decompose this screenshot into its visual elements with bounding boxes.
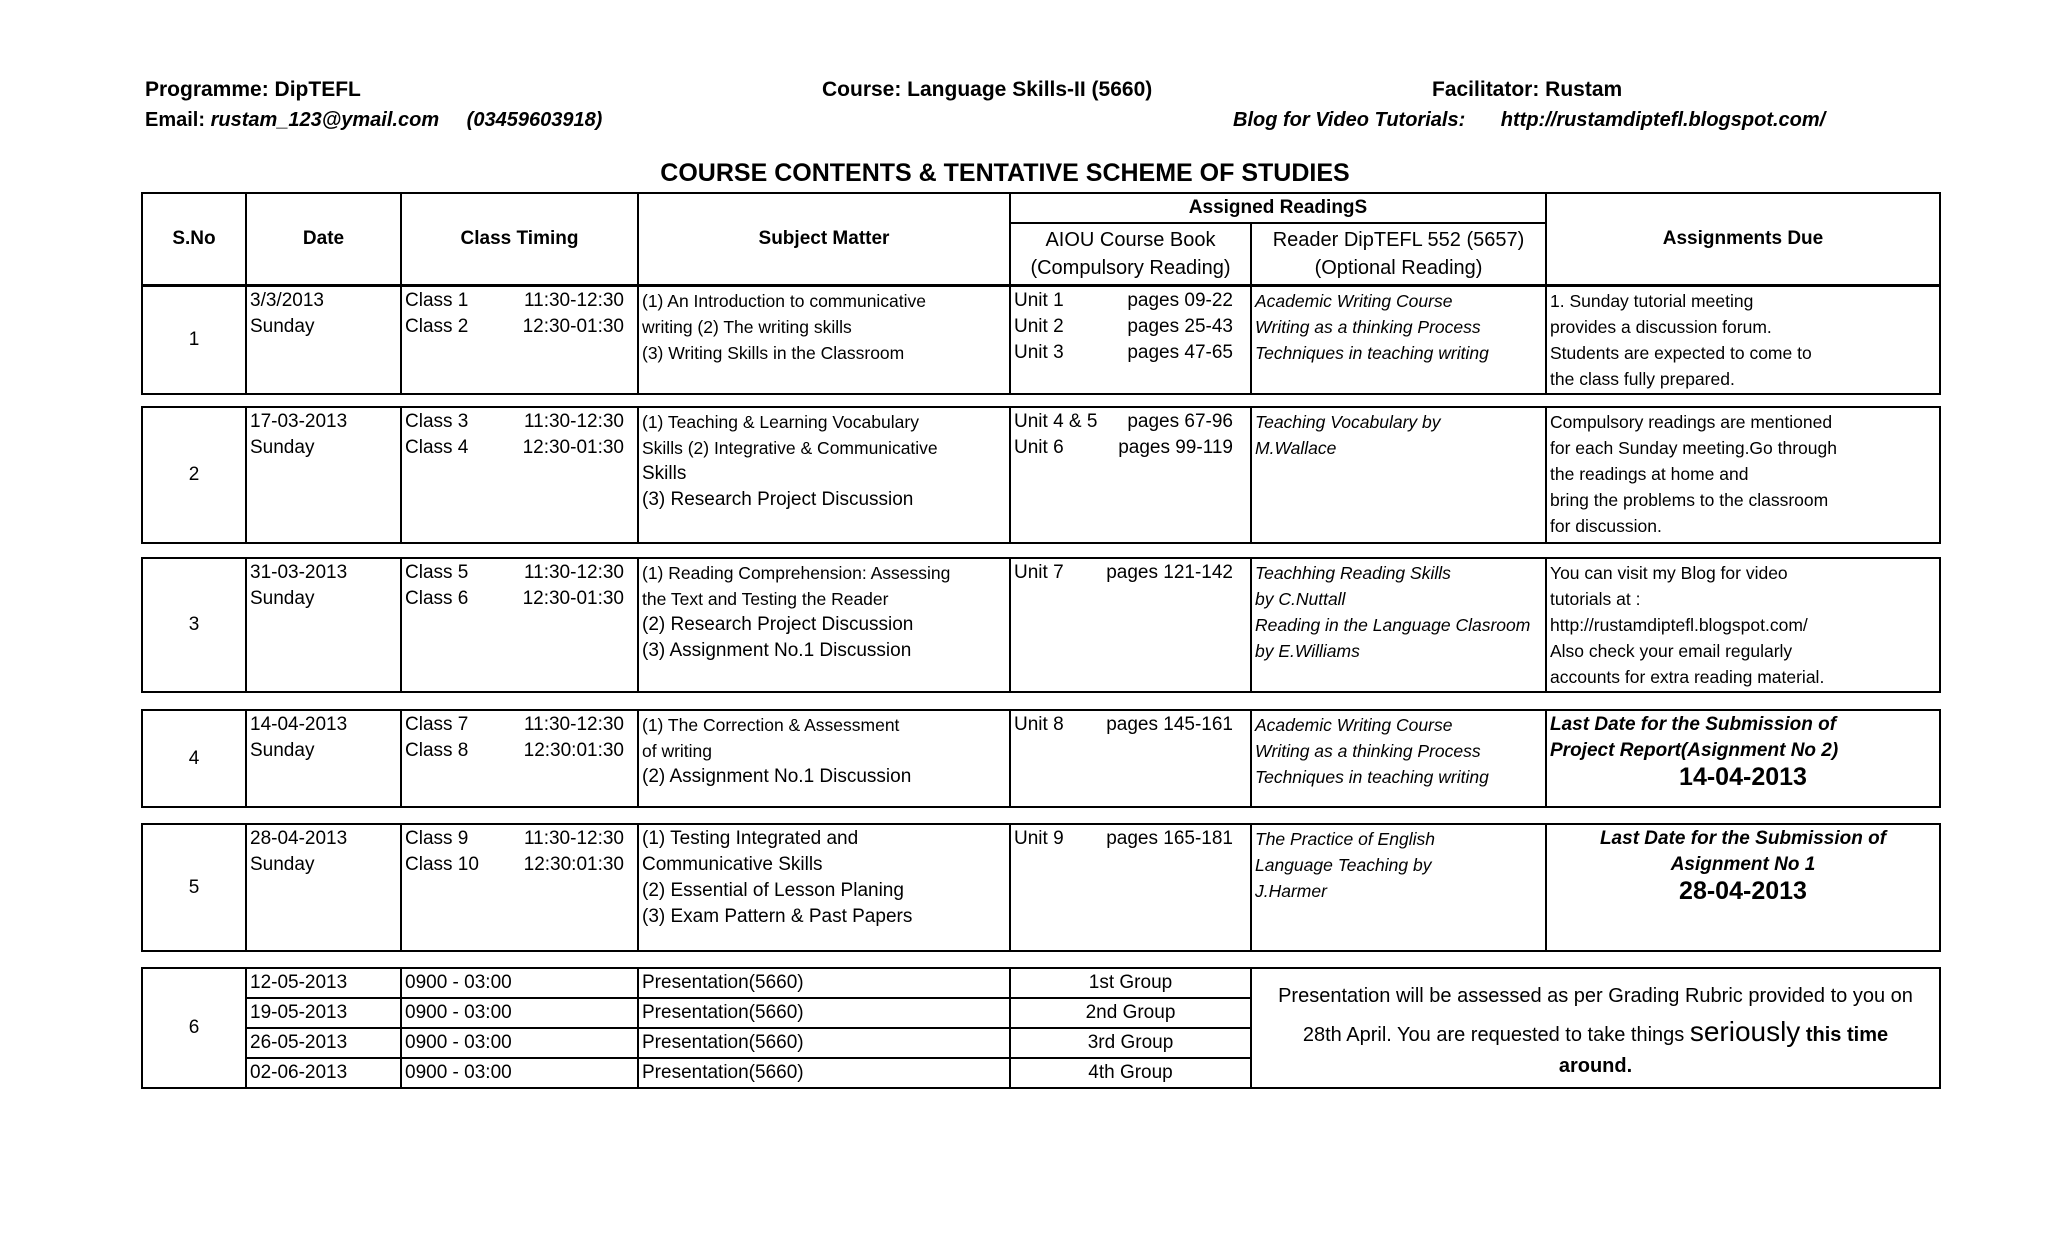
unit-ref <box>1014 435 1247 461</box>
col-timing: Class Timing <box>401 193 638 285</box>
class-name: Class 9 <box>405 828 469 849</box>
reader-line: Writing as a thinking Process <box>1255 317 1481 337</box>
presentation-time: 0900 - 03:00 <box>401 1028 638 1058</box>
class-slot <box>405 288 634 314</box>
col-aiou-title: AIOU Course Book <box>1045 229 1216 251</box>
row-sno: 4 <box>142 710 246 807</box>
assignment-deadline: 28-04-2013 <box>1679 877 1807 905</box>
presentation-date: 19-05-2013 <box>246 998 401 1028</box>
class-time: 12:30-01:30 <box>522 588 624 609</box>
reader-line: Academic Writing Course <box>1255 715 1453 735</box>
row-units <box>1010 407 1251 543</box>
col-aiou <box>1010 223 1251 285</box>
reader-line: by C.Nuttall <box>1255 589 1346 609</box>
reader-line: Techniques in teaching writing <box>1255 767 1489 787</box>
row-day: Sunday <box>250 437 315 458</box>
unit-name: Unit 4 & 5 <box>1014 411 1098 432</box>
presentation-time: 0900 - 03:00 <box>401 1058 638 1088</box>
assignment-line: for each Sunday meeting.Go through <box>1550 438 1837 458</box>
reader-line: The Practice of English <box>1255 829 1435 849</box>
col-reader-title: Reader DipTEFL 552 (5657) <box>1272 229 1525 251</box>
row-date <box>246 710 401 807</box>
col-reader <box>1251 223 1546 285</box>
blog-line <box>1233 109 1825 132</box>
row-sno: 6 <box>142 968 246 1088</box>
assignment-line: Last Date for the Submission of <box>1550 714 1837 735</box>
col-aiou-sub: (Compulsory Reading) <box>1030 257 1231 279</box>
subject-line: Communicative Skills <box>642 854 823 875</box>
class-time: 11:30-12:30 <box>523 290 624 311</box>
row-reader <box>1251 407 1546 543</box>
class-slot <box>405 712 634 738</box>
assignment-line: accounts for extra reading material. <box>1550 667 1825 687</box>
row-reader <box>1251 286 1546 394</box>
presentation-subject: Presentation(5660) <box>638 1028 1010 1058</box>
row-subject <box>638 407 1010 543</box>
phone-number: (03459603918) <box>466 109 603 131</box>
class-name: Class 4 <box>405 437 469 458</box>
programme-label: Programme: DipTEFL <box>145 78 361 101</box>
class-time: 12:30:01:30 <box>523 740 624 761</box>
unit-pages: pages 99-119 <box>1118 437 1233 458</box>
row-timing <box>401 824 638 951</box>
row-date <box>246 824 401 951</box>
class-slot <box>405 852 634 878</box>
email-label: Email: <box>145 109 206 131</box>
row-day: Sunday <box>250 740 315 761</box>
col-sno: S.No <box>142 193 246 285</box>
subject-line: (2) Assignment No.1 Discussion <box>642 766 912 787</box>
schedule-row-block <box>141 823 1941 952</box>
assignment-line: 1. Sunday tutorial meeting <box>1550 291 1754 311</box>
unit-name: Unit 6 <box>1014 437 1064 458</box>
presentation-time: 0900 - 03:00 <box>401 968 638 998</box>
course-label: Course: Language Skills-II (5660) <box>822 78 1153 101</box>
class-name: Class 10 <box>405 854 479 875</box>
row-subject <box>638 286 1010 394</box>
unit-ref <box>1014 340 1247 366</box>
reader-line: Teaching Vocabulary by <box>1255 412 1441 432</box>
unit-name: Unit 1 <box>1014 290 1064 311</box>
class-time: 11:30-12:30 <box>523 411 624 432</box>
row-date-value: 14-04-2013 <box>250 714 348 735</box>
row-units <box>1010 710 1251 807</box>
class-name: Class 2 <box>405 316 469 337</box>
subject-line: Skills (2) Integrative & Communicative <box>642 438 938 458</box>
note-line-1: Presentation will be assessed as per Grading Rubric provided to you on <box>1278 984 1913 1007</box>
reader-line: Writing as a thinking Process <box>1255 741 1481 761</box>
row-date <box>246 407 401 543</box>
subject-line: (1) The Correction & Assessment <box>642 715 900 735</box>
class-time: 12:30:01:30 <box>523 854 624 875</box>
subject-line: the Text and Testing the Reader <box>642 589 889 609</box>
unit-ref <box>1014 314 1247 340</box>
unit-pages: pages 165-181 <box>1106 828 1233 849</box>
presentation-date: 02-06-2013 <box>246 1058 401 1088</box>
col-assigned-readings: Assigned ReadingS <box>1010 193 1546 223</box>
presentation-subject: Presentation(5660) <box>638 968 1010 998</box>
class-slot <box>405 409 634 435</box>
class-slot <box>405 435 634 461</box>
email-line <box>145 109 602 132</box>
presentation-subject: Presentation(5660) <box>638 1058 1010 1088</box>
subject-line: (2) Research Project Discussion <box>642 614 914 635</box>
subject-line: (1) Reading Comprehension: Assessing <box>642 563 951 583</box>
unit-pages: pages 145-161 <box>1106 714 1233 735</box>
subject-line: (1) Teaching & Learning Vocabulary <box>642 412 919 432</box>
note-line-2 <box>1255 1014 1936 1053</box>
row-assignments <box>1546 824 1940 951</box>
unit-pages: pages 67-96 <box>1127 411 1233 432</box>
class-name: Class 1 <box>405 290 469 311</box>
presentation-date: 26-05-2013 <box>246 1028 401 1058</box>
reader-line: Academic Writing Course <box>1255 291 1453 311</box>
unit-pages: pages 121-142 <box>1106 562 1233 583</box>
row-date <box>246 558 401 692</box>
row-units <box>1010 824 1251 951</box>
blog-link[interactable]: http://rustamdiptefl.blogspot.com/ <box>1500 109 1826 131</box>
subject-line: of writing <box>642 741 713 761</box>
assignment-line: Asignment No 1 <box>1670 854 1816 875</box>
row-subject <box>638 710 1010 807</box>
facilitator-label: Facilitator: Rustam <box>1432 78 1623 101</box>
row-date-value: 17-03-2013 <box>250 411 348 432</box>
assignment-line: Also check your email regularly <box>1550 641 1793 661</box>
class-time: 11:30-12:30 <box>523 562 624 583</box>
class-name: Class 6 <box>405 588 469 609</box>
schedule-row-block <box>141 285 1941 395</box>
presentation-date: 12-05-2013 <box>246 968 401 998</box>
presentations-table <box>141 967 1941 1089</box>
assignment-line: tutorials at : <box>1550 589 1641 609</box>
presentation-group: 2nd Group <box>1010 998 1251 1028</box>
row-day: Sunday <box>250 854 315 875</box>
unit-pages: pages 09-22 <box>1127 290 1233 311</box>
subject-line: (1) An Introduction to communicative <box>642 291 927 311</box>
class-slot <box>405 586 634 612</box>
reader-line: J.Harmer <box>1255 881 1327 901</box>
subject-line: (1) Testing Integrated and <box>642 828 859 849</box>
col-subject: Subject Matter <box>638 193 1010 285</box>
row-date-value: 31-03-2013 <box>250 562 348 583</box>
class-slot <box>405 826 634 852</box>
assignment-deadline: 14-04-2013 <box>1679 763 1807 791</box>
reader-line: Reading in the Language Clasroom <box>1255 615 1531 635</box>
unit-ref <box>1014 712 1247 738</box>
page-title: COURSE CONTENTS & TENTATIVE SCHEME OF STUDIES <box>660 159 1350 187</box>
row-units <box>1010 286 1251 394</box>
class-name: Class 7 <box>405 714 469 735</box>
class-time: 11:30-12:30 <box>523 714 624 735</box>
row-date-value: 28-04-2013 <box>250 828 348 849</box>
row-assignments <box>1546 286 1940 394</box>
assignment-line: for discussion. <box>1550 516 1662 536</box>
row-subject <box>638 558 1010 692</box>
assignment-line: the readings at home and <box>1550 464 1749 484</box>
unit-ref <box>1014 288 1247 314</box>
reader-line: Techniques in teaching writing <box>1255 343 1489 363</box>
unit-ref <box>1014 560 1247 586</box>
schedule-header-table <box>141 192 1941 286</box>
class-name: Class 8 <box>405 740 469 761</box>
assignment-line: the class fully prepared. <box>1550 369 1735 389</box>
unit-name: Unit 9 <box>1014 828 1064 849</box>
row-sno: 3 <box>142 558 246 692</box>
unit-ref <box>1014 826 1247 852</box>
assignment-line: Students are expected to come to <box>1550 343 1812 363</box>
assignment-line: provides a discussion forum. <box>1550 317 1772 337</box>
subject-line: (3) Research Project Discussion <box>642 489 914 510</box>
reader-line: by E.Williams <box>1255 641 1360 661</box>
unit-pages: pages 47-65 <box>1127 342 1233 363</box>
subject-line: (3) Writing Skills in the Classroom <box>642 343 905 363</box>
blog-label: Blog for Video Tutorials: <box>1233 109 1466 131</box>
row-date <box>246 286 401 394</box>
presentation-group: 3rd Group <box>1010 1028 1251 1058</box>
note-emphasis: seriously <box>1689 1015 1801 1047</box>
col-assignments: Assignments Due <box>1546 193 1940 285</box>
assignment-line: bring the problems to the classroom <box>1550 490 1829 510</box>
email-address[interactable]: rustam_123@ymail.com <box>210 109 440 131</box>
presentation-group: 1st Group <box>1010 968 1251 998</box>
schedule-row-block <box>141 709 1941 808</box>
subject-line: (3) Exam Pattern & Past Papers <box>642 906 913 927</box>
unit-name: Unit 8 <box>1014 714 1064 735</box>
assignment-line: You can visit my Blog for video <box>1550 563 1788 583</box>
subject-line: (3) Assignment No.1 Discussion <box>642 640 912 661</box>
row-date-value: 3/3/2013 <box>250 290 324 311</box>
row-subject <box>638 824 1010 951</box>
unit-name: Unit 3 <box>1014 342 1064 363</box>
assignment-line: Compulsory readings are mentioned <box>1550 412 1833 432</box>
row-timing <box>401 558 638 692</box>
row-assignments <box>1546 558 1940 692</box>
row-sno: 2 <box>142 407 246 543</box>
row-day: Sunday <box>250 588 315 609</box>
unit-name: Unit 7 <box>1014 562 1064 583</box>
row-timing <box>401 407 638 543</box>
class-slot <box>405 738 634 764</box>
schedule-row-block <box>141 406 1941 544</box>
presentation-time: 0900 - 03:00 <box>401 998 638 1028</box>
row-units <box>1010 558 1251 692</box>
subject-line: (2) Essential of Lesson Planing <box>642 880 904 901</box>
assignment-line: Last Date for the Submission of <box>1599 828 1887 849</box>
reader-line: Teachhing Reading Skills <box>1255 563 1451 583</box>
row-sno: 5 <box>142 824 246 951</box>
col-reader-sub: (Optional Reading) <box>1314 257 1483 279</box>
subject-line: writing (2) The writing skills <box>642 317 852 337</box>
row-sno: 1 <box>142 286 246 394</box>
row-reader <box>1251 710 1546 807</box>
note-line-4: around. <box>1558 1054 1633 1077</box>
unit-ref <box>1014 409 1247 435</box>
row-day: Sunday <box>250 316 315 337</box>
row-reader <box>1251 558 1546 692</box>
unit-name: Unit 2 <box>1014 316 1064 337</box>
reader-line: Language Teaching by <box>1255 855 1432 875</box>
row-assignments <box>1546 710 1940 807</box>
class-time: 11:30-12:30 <box>523 828 624 849</box>
note-tail: this time <box>1805 1023 1889 1046</box>
subject-line: Skills <box>642 463 687 484</box>
row-timing <box>401 286 638 394</box>
assignment-line: Project Report(Asignment No 2) <box>1550 740 1839 761</box>
note-text: 28th April. You are requested to take things <box>1302 1023 1685 1046</box>
class-slot <box>405 314 634 340</box>
presentation-group: 4th Group <box>1010 1058 1251 1088</box>
presentation-note <box>1251 968 1940 1088</box>
reader-line: M.Wallace <box>1255 438 1337 458</box>
assignment-line: http://rustamdiptefl.blogspot.com/ <box>1550 615 1808 635</box>
class-name: Class 5 <box>405 562 469 583</box>
class-slot <box>405 560 634 586</box>
row-timing <box>401 710 638 807</box>
unit-pages: pages 25-43 <box>1127 316 1233 337</box>
row-reader <box>1251 824 1546 951</box>
row-assignments <box>1546 407 1940 543</box>
class-time: 12:30-01:30 <box>522 316 624 337</box>
schedule-row-block <box>141 557 1941 693</box>
class-name: Class 3 <box>405 411 469 432</box>
col-date: Date <box>246 193 401 285</box>
presentation-subject: Presentation(5660) <box>638 998 1010 1028</box>
class-time: 12:30-01:30 <box>522 437 624 458</box>
